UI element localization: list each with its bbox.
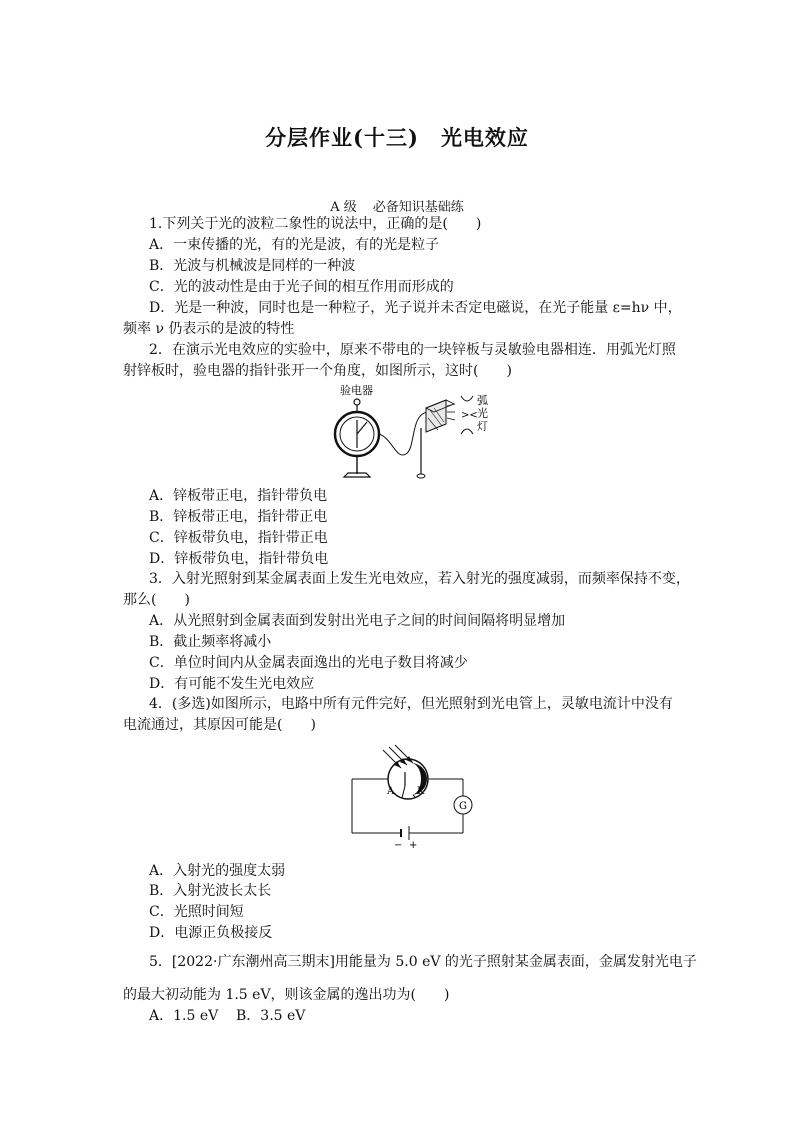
q5-stem-line1: 5．[2022·广东潮州高三期末]用能量为 5.0 eV 的光子照射某金属表面，金属发射光电子 xyxy=(149,954,697,970)
q2-stem-line2: 射锌板时，验电器的指针张开一个角度，如图所示，这时( ) xyxy=(123,363,512,379)
q2-option-d: D．锌板带负电，指针带负电 xyxy=(149,551,329,567)
cathode-label: K xyxy=(417,786,425,797)
q5-option-b: B．3.5 eV xyxy=(236,1008,306,1024)
q3-stem-line1: 3．入射光照射到某金属表面上发生光电效应，若入射光的强度减弱，而频率保持不变， xyxy=(149,571,690,587)
q3-stem-line2: 那么( ) xyxy=(123,592,190,608)
lamp-label-2: 光 xyxy=(477,407,488,420)
level-desc: 必备知识基础练 xyxy=(372,200,464,215)
electroscope-figure xyxy=(330,382,500,482)
galvanometer-label: G xyxy=(459,801,467,812)
q3-option-d: D．有可能不发生光电效应 xyxy=(149,676,315,692)
title-topic: 光电效应 xyxy=(440,125,529,150)
battery-negative-label: − xyxy=(394,840,403,850)
lamp-label-3: 灯 xyxy=(477,420,488,433)
q5-option-a: A．1.5 eV xyxy=(149,1008,219,1024)
q3-option-a: A．从光照射到金属表面到发射出光电子之间的时间间隔将明显增加 xyxy=(149,613,566,629)
q5-stem-line2: 的最大初动能为 1.5 eV，则该金属的逸出功为( ) xyxy=(123,987,450,1003)
q1-option-a: A．一束传播的光，有的光是波，有的光是粒子 xyxy=(149,237,440,253)
q3-option-b: B．截止频率将减小 xyxy=(149,634,272,650)
battery-positive-label: + xyxy=(409,840,418,850)
q4-option-c: C．光照时间短 xyxy=(149,904,244,920)
anode-label: A xyxy=(387,786,395,797)
q2-option-b: B．锌板带正电，指针带正电 xyxy=(149,509,328,525)
electroscope-label: 验电器 xyxy=(340,384,373,397)
q4-option-d: D．电源正负极接反 xyxy=(149,925,273,941)
lamp-spark: >< xyxy=(461,410,478,421)
q2-stem-line1: 2．在演示光电效应的实验中，原来不带电的一块锌板与灵敏验电器相连．用弧光灯照 xyxy=(149,342,676,358)
q4-option-b: B．入射光波长太长 xyxy=(149,883,272,899)
q1-option-d-line2: 频率 ν 仍表示的是波的特性 xyxy=(123,321,295,337)
page-title xyxy=(0,122,794,152)
q4-stem-line1: 4．(多选)如图所示，电路中所有元件完好，但光照射到光电管上，灵敏电流计中没有 xyxy=(149,696,673,712)
q3-option-c: C．单位时间内从金属表面逸出的光电子数目将减少 xyxy=(149,655,468,671)
q2-option-a: A．锌板带正电，指针带负电 xyxy=(149,488,328,504)
level-grade: A 级 xyxy=(330,200,357,215)
q1-option-d-line1: D．光是一种波，同时也是一种粒子，光子说并未否定电磁说，在光子能量 ε=hν 中， xyxy=(149,300,682,316)
q2-option-c: C．锌板带负电，指针带正电 xyxy=(149,530,328,546)
q4-option-a: A．入射光的强度太弱 xyxy=(149,863,286,879)
level-heading xyxy=(0,196,794,215)
q1-option-c: C．光的波动性是由于光子间的相互作用而形成的 xyxy=(149,279,454,295)
q1-stem: 1.下列关于光的波粒二象性的说法中，正确的是( ) xyxy=(149,216,482,232)
title-main: 分层作业(十三) xyxy=(265,125,419,150)
q1-option-b: B．光波与机械波是同样的一种波 xyxy=(149,258,356,274)
phototube-circuit-figure xyxy=(345,742,475,850)
lamp-label-1: 弧 xyxy=(477,394,488,407)
q4-stem-line2: 电流通过，其原因可能是( ) xyxy=(123,717,316,733)
